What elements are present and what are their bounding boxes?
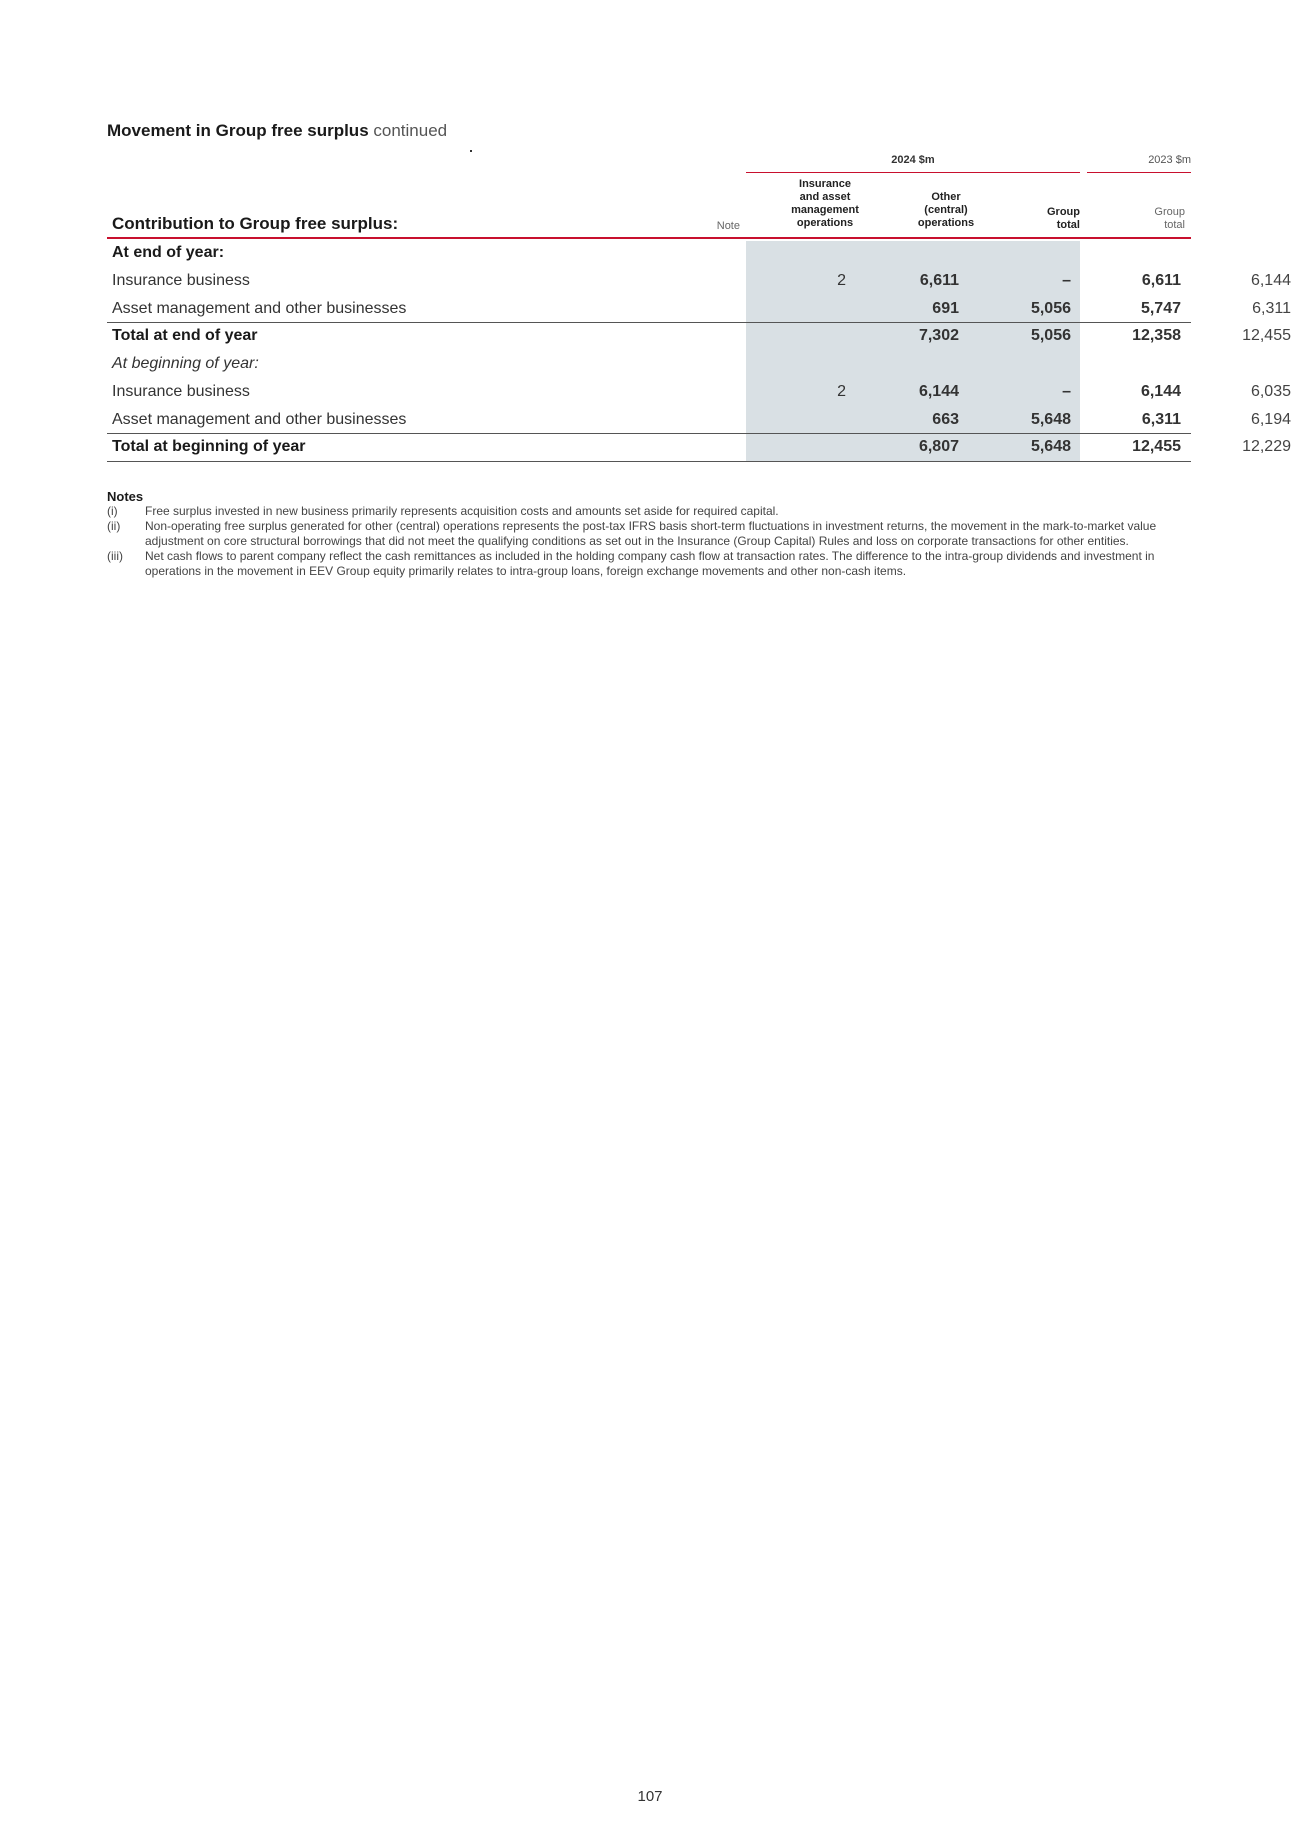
col-header-note: Note	[716, 220, 740, 232]
cell-insurance: 691	[932, 300, 959, 317]
year-rule-2024	[746, 172, 1080, 173]
cell-group-total-2023: 6,035	[1250, 383, 1291, 400]
table-bottom-rule	[107, 461, 1191, 462]
page-title	[107, 121, 447, 141]
cell-group-total-2023: 6,311	[1252, 300, 1291, 317]
row-label: Asset management and other businesses	[112, 411, 407, 428]
col-header-other	[890, 191, 1002, 230]
col-header-insurance-line: management	[791, 204, 859, 216]
table-row	[107, 407, 1291, 435]
cell-other: –	[1062, 383, 1071, 400]
page-number: 107	[637, 1788, 663, 1805]
cell-other: 5,648	[1030, 411, 1071, 428]
row-note: 2	[837, 383, 846, 400]
row-label: Insurance business	[112, 383, 250, 400]
table-row	[107, 379, 1291, 407]
table-row	[107, 268, 1291, 296]
cell-other: 5,056	[1030, 327, 1071, 344]
row-label: Insurance business	[112, 272, 250, 289]
cell-group-total: 6,311	[1141, 411, 1181, 428]
cell-group-total: 12,358	[1132, 327, 1181, 344]
table-row	[107, 434, 1291, 462]
contribution-label: Contribution to Group free surplus:	[112, 214, 399, 233]
col-header-group23-line: total	[1164, 219, 1185, 231]
cell-group-total-2023: 6,144	[1250, 272, 1291, 289]
notes-title: Notes	[107, 489, 144, 504]
note-item	[107, 549, 1192, 579]
year-rule-2023	[1087, 172, 1191, 173]
cell-insurance: 663	[932, 411, 959, 428]
note-number: (iii)	[107, 549, 123, 563]
note-item	[107, 504, 1192, 519]
cell-other: –	[1062, 272, 1071, 289]
cell-insurance: 6,144	[918, 383, 959, 400]
year-header-2024: 2024 $m	[891, 154, 935, 166]
year-header-2023: 2023 $m	[1148, 154, 1191, 166]
col-header-group-line: total	[1056, 219, 1080, 231]
header-rule	[107, 237, 1191, 239]
col-header-insurance-line: Insurance	[799, 178, 851, 190]
col-header-group-line: Group	[1047, 206, 1080, 218]
cell-group-total-2023: 12,455	[1242, 327, 1291, 344]
cell-insurance: 6,807	[918, 438, 959, 455]
page-title-suffix: continued	[373, 121, 448, 140]
cell-other: 5,056	[1030, 300, 1071, 317]
col-header-insurance-line: operations	[796, 217, 854, 229]
table-row	[107, 351, 1191, 379]
col-header-group-total-2024	[1002, 206, 1080, 232]
col-header-other-line: (central)	[924, 204, 968, 216]
cell-insurance: 6,611	[919, 272, 959, 289]
cell-other: 5,648	[1030, 438, 1071, 455]
col-header-other-line: operations	[917, 217, 975, 229]
col-header-group23-line: Group	[1154, 206, 1185, 218]
note-number: (ii)	[107, 519, 121, 533]
page-title-main: Movement in Group free surplus	[107, 121, 369, 140]
cell-group-total-2023: 12,229	[1242, 438, 1291, 455]
row-label: At end of year:	[112, 244, 225, 261]
note-item	[107, 519, 1192, 549]
col-header-insurance	[760, 178, 890, 230]
col-header-other-line: Other	[931, 191, 961, 203]
col-header-insurance-line: and asset	[799, 191, 851, 203]
table-row	[107, 296, 1291, 324]
row-note: 2	[837, 272, 846, 289]
row-label: At beginning of year:	[112, 355, 259, 372]
row-label: Total at end of year	[112, 327, 258, 344]
cell-group-total: 6,144	[1140, 383, 1181, 400]
note-number: (i)	[107, 504, 118, 518]
row-label: Asset management and other businesses	[112, 300, 407, 317]
table-row	[107, 323, 1291, 351]
cell-insurance: 7,302	[918, 327, 959, 344]
stray-dot	[470, 150, 472, 152]
row-label: Total at beginning of year	[112, 438, 306, 455]
note-text: Non-operating free surplus generated for other (central) operations represents the post-tax IFRS basis short-term fluctuations in investment returns, the movement in the mark-to-market value adjustment on core structural borrowings that did not meet the qualifying conditions as set out in the Insurance (Group Capital) Rules and loss on corporate transactions for other entities.	[145, 519, 1157, 548]
notes-section	[107, 489, 1192, 579]
cell-group-total: 5,747	[1140, 300, 1181, 317]
table-row	[107, 240, 1191, 268]
col-header-group-total-2023	[1087, 206, 1185, 232]
cell-group-total: 12,455	[1132, 438, 1181, 455]
cell-group-total-2023: 6,194	[1250, 411, 1291, 428]
note-text: Free surplus invested in new business primarily represents acquisition costs and amounts set aside for required capital.	[145, 504, 779, 518]
cell-group-total: 6,611	[1141, 272, 1181, 289]
note-text: Net cash flows to parent company reflect the cash remittances as included in the holding company cash flow at transaction rates. The difference to the intra-group dividends and investment in operations in the movement in EEV Group equity primarily relates to intra-group loans, foreign exchange movements and other non-cash items.	[145, 549, 1155, 578]
